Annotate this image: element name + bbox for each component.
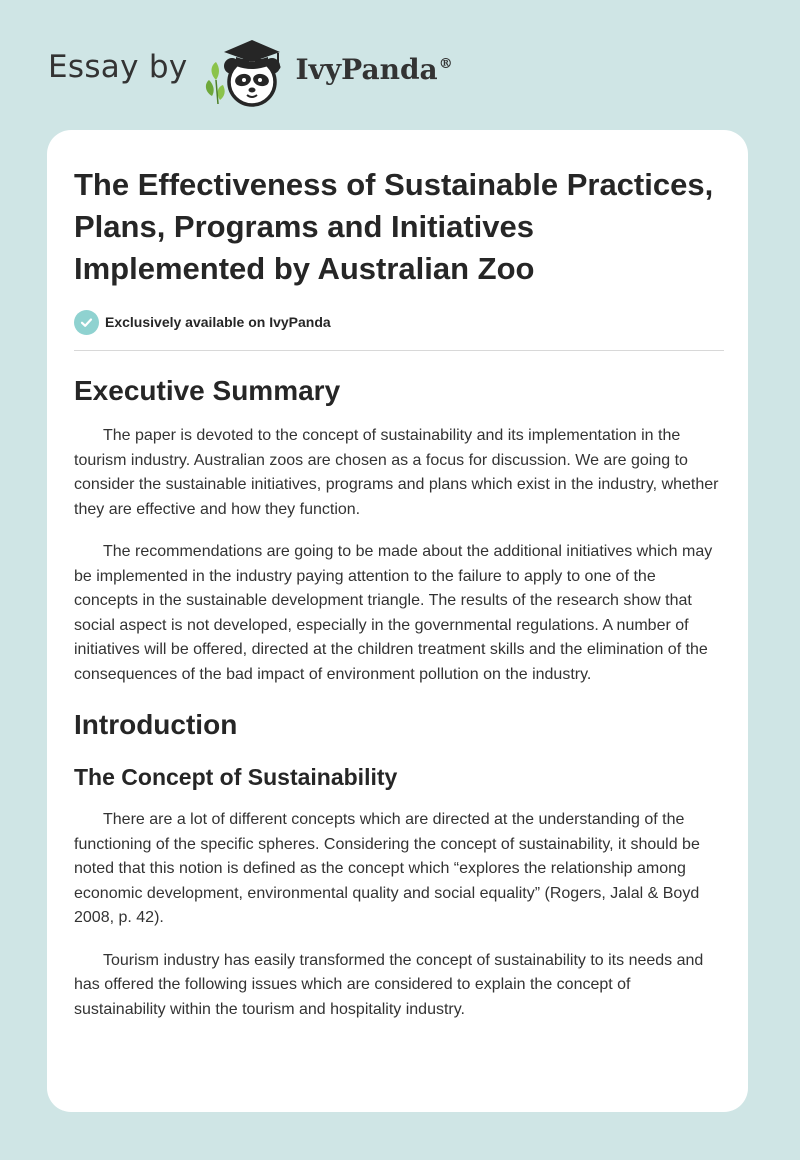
essay-title: The Effectiveness of Sustainable Practices, Plans, Programs and Initiatives Implemented by Australian Zoo (74, 167, 714, 286)
brand-prefix: Essay by (48, 49, 188, 85)
title-divider (74, 350, 724, 351)
brand-header[interactable] (48, 30, 453, 110)
exclusive-badge (74, 309, 724, 335)
subsection-heading: The Concept of Sustainability (74, 764, 398, 790)
essay-content (74, 164, 724, 1022)
section-heading: Executive Summary (74, 375, 341, 406)
check-circle-icon (74, 310, 99, 335)
paragraph: There are a lot of different concepts which are directed at the understanding of the functioning of the specific spheres. Considering the concept of sustainability, it should be noted that this notion is defined as the concept which “explores the relationship among economic development, environmental quality and social equality” (Rogers, Jalal & Boyd 2008, p. 42). (74, 811, 700, 926)
paragraph: Tourism industry has easily transformed the concept of sustainability to its needs and has offered the following issues which are considered to explain the concept of sustainability within the tourism and hospitality industry. (74, 951, 704, 1018)
exclusive-label: Exclusively available on IvyPanda (105, 314, 331, 330)
section-heading: Introduction (74, 709, 238, 740)
paragraph: The recommendations are going to be made about the additional initiatives which may be implemented in the industry paying attention to the failure to apply to one of the concepts in the sustainable development triangle. The results of the research show that social aspect is not developed, especially in the governmental regulations. A number of initiatives will be offered, directed at the children treatment skills and the elimination of the consequences of the bad impact of environment pollution on the industry. (74, 543, 713, 683)
panda-graduation-cap-icon (202, 30, 294, 110)
brand-name: IvyPanda® (295, 52, 453, 86)
essay-card (47, 130, 748, 1112)
registered-mark: ® (438, 56, 453, 73)
paragraph: The paper is devoted to the concept of sustainability and its implementation in the tourism industry. Australian zoos are chosen as a focus for discussion. We are going to consider the sustainable initiatives, programs and plans which exist in the industry, whether they are effective and how they function. (74, 427, 719, 518)
